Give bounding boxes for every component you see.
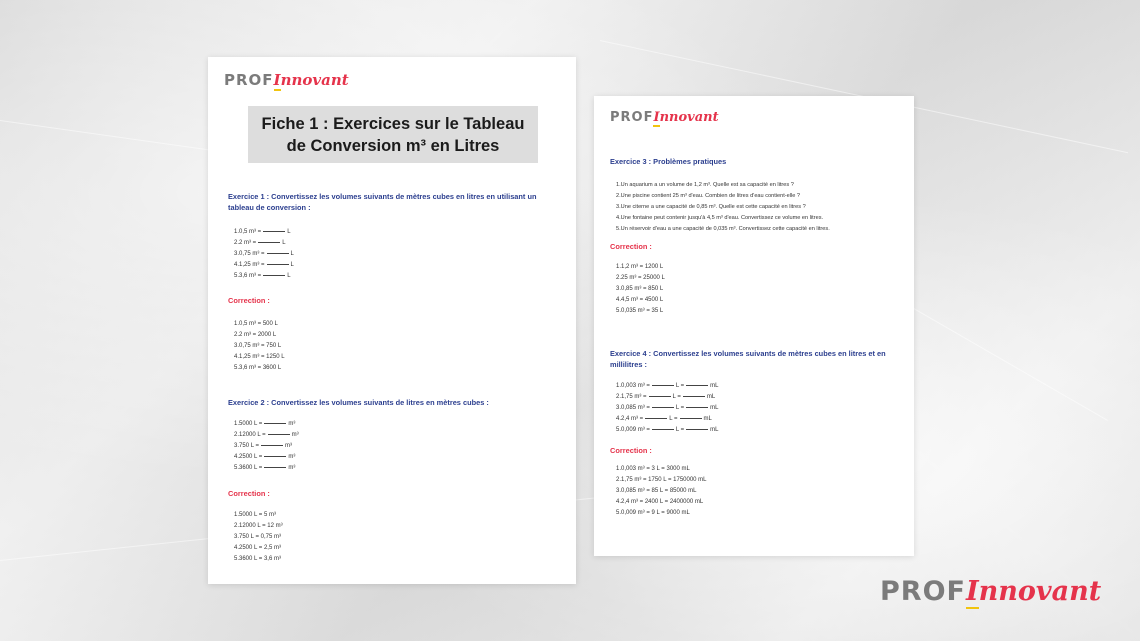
list-item: 3.0,85 m³ = 850 L — [616, 286, 664, 292]
exercise-4-correction-list — [616, 464, 707, 519]
logo-prof-text: PROF — [224, 71, 274, 89]
list-item: 3.0,75 m³ = 750 L — [234, 343, 282, 349]
list-item: 1.0,5 m³ = L — [234, 229, 291, 235]
list-item: 2.12000 L = m³ — [234, 432, 299, 438]
logo-prof-text: PROF — [880, 576, 966, 607]
exercise-1-correction-list — [234, 319, 285, 374]
list-item: 1.Un aquarium a un volume de 1,2 m³. Quelle est sa capacité en litres ? — [616, 182, 794, 188]
list-item: 2.25 m³ = 25000 L — [616, 275, 665, 281]
list-item: 1.5000 L = m³ — [234, 421, 296, 427]
logo-i-text: I — [653, 110, 660, 125]
brand-logo — [610, 110, 719, 124]
list-item: 3.0,085 m³ = 85 L = 85000 mL — [616, 488, 697, 494]
list-item: 1.0,003 m³ = 3 L = 3000 mL — [616, 466, 690, 472]
exercise-4-correction-heading: Correction : — [610, 446, 652, 455]
list-item: 2.2 m³ = L — [234, 240, 286, 246]
list-item: 4.4,5 m³ = 4500 L — [616, 297, 664, 303]
page-title-line-2: de Conversion m³ en Litres — [286, 136, 500, 155]
worksheet-page-1 — [208, 57, 576, 584]
list-item: 3.750 L = m³ — [234, 443, 292, 449]
list-item: 1.1,2 m³ = 1200 L — [616, 264, 664, 270]
watermark-logo — [880, 578, 1101, 605]
exercise-4-heading: Exercice 4 : Convertissez les volumes suivants de mètres cubes en litres et en millilitres : — [610, 349, 886, 369]
list-item: 2.12000 L = 12 m³ — [234, 523, 283, 529]
paper-crease — [900, 300, 1108, 421]
logo-innovant-text: nnovant — [978, 576, 1102, 607]
list-item: 2.1,75 m³ = 1750 L = 1750000 mL — [616, 477, 707, 483]
worksheet-page-2 — [594, 96, 914, 556]
exercise-3-correction-list — [616, 262, 665, 317]
list-item: 3.Une citerne a une capacité de 0,85 m³. Quelle est cette capacité en litres ? — [616, 204, 806, 210]
list-item: 4.1,25 m³ = 1250 L — [234, 354, 285, 360]
list-item: 5.Un réservoir d'eau a une capacité de 0,035 m³. Convertissez cette capacité en litres. — [616, 226, 830, 232]
logo-prof-text: PROF — [610, 110, 654, 125]
list-item: 2.1,75 m³ = L = mL — [616, 394, 716, 400]
list-item: 2.Une piscine contient 25 m³ d'eau. Combien de litres d'eau contient-elle ? — [616, 193, 801, 199]
list-item: 2.2 m³ = 2000 L — [234, 332, 277, 338]
list-item: 1.0,5 m³ = 500 L — [234, 321, 278, 327]
list-item: 5.0,009 m³ = L = mL — [616, 427, 719, 433]
list-item: 5.3600 L = m³ — [234, 465, 296, 471]
list-item: 4.2500 L = 2,5 m³ — [234, 545, 281, 551]
exercise-2-correction-heading: Correction : — [228, 489, 270, 498]
logo-i-text: I — [965, 576, 979, 607]
list-item: 1.5000 L = 5 m³ — [234, 512, 276, 518]
list-item: 5.3,6 m³ = 3600 L — [234, 365, 282, 371]
exercise-1-correction-heading: Correction : — [228, 296, 270, 305]
exercise-3-correction-heading: Correction : — [610, 242, 652, 251]
page-title-line-1: Fiche 1 : Exercices sur le Tableau — [261, 114, 525, 133]
exercise-2-list — [234, 419, 299, 474]
logo-i-text: I — [273, 71, 281, 89]
exercise-2-correction-list — [234, 510, 283, 565]
list-item: 5.3,6 m³ = L — [234, 273, 291, 279]
list-item: 5.3600 L = 3,6 m³ — [234, 556, 281, 562]
exercise-1-heading: Exercice 1 : Convertissez les volumes suivants de mètres cubes en litres en utilisant un tableau de conversion : — [228, 192, 537, 212]
list-item: 4.2,4 m³ = L = mL — [616, 416, 712, 422]
exercise-2-heading: Exercice 2 : Convertissez les volumes suivants de litres en mètres cubes : — [228, 398, 489, 407]
exercise-1-list — [234, 227, 294, 282]
list-item: 3.0,085 m³ = L = mL — [616, 405, 719, 411]
list-item: 4.1,25 m³ = L — [234, 262, 294, 268]
list-item: 4.Une fontaine peut contenir jusqu'à 4,5 m³ d'eau. Convertissez ce volume en litres. — [616, 215, 824, 221]
exercise-4-list — [616, 381, 719, 436]
list-item: 3.750 L = 0,75 m³ — [234, 534, 281, 540]
logo-innovant-text: nnovant — [659, 110, 719, 125]
list-item: 3.0,75 m³ = L — [234, 251, 294, 257]
list-item: 4.2500 L = m³ — [234, 454, 296, 460]
list-item: 5.0,035 m³ = 35 L — [616, 308, 664, 314]
list-item: 5.0,009 m³ = 9 L = 9000 mL — [616, 510, 690, 516]
exercise-3-heading: Exercice 3 : Problèmes pratiques — [610, 157, 727, 166]
page-title-box — [248, 106, 538, 163]
exercise-3-list — [616, 180, 830, 235]
list-item: 4.2,4 m³ = 2400 L = 2400000 mL — [616, 499, 704, 505]
logo-innovant-text: nnovant — [280, 71, 349, 89]
brand-logo — [224, 73, 349, 88]
list-item: 1.0,003 m³ = L = mL — [616, 383, 719, 389]
